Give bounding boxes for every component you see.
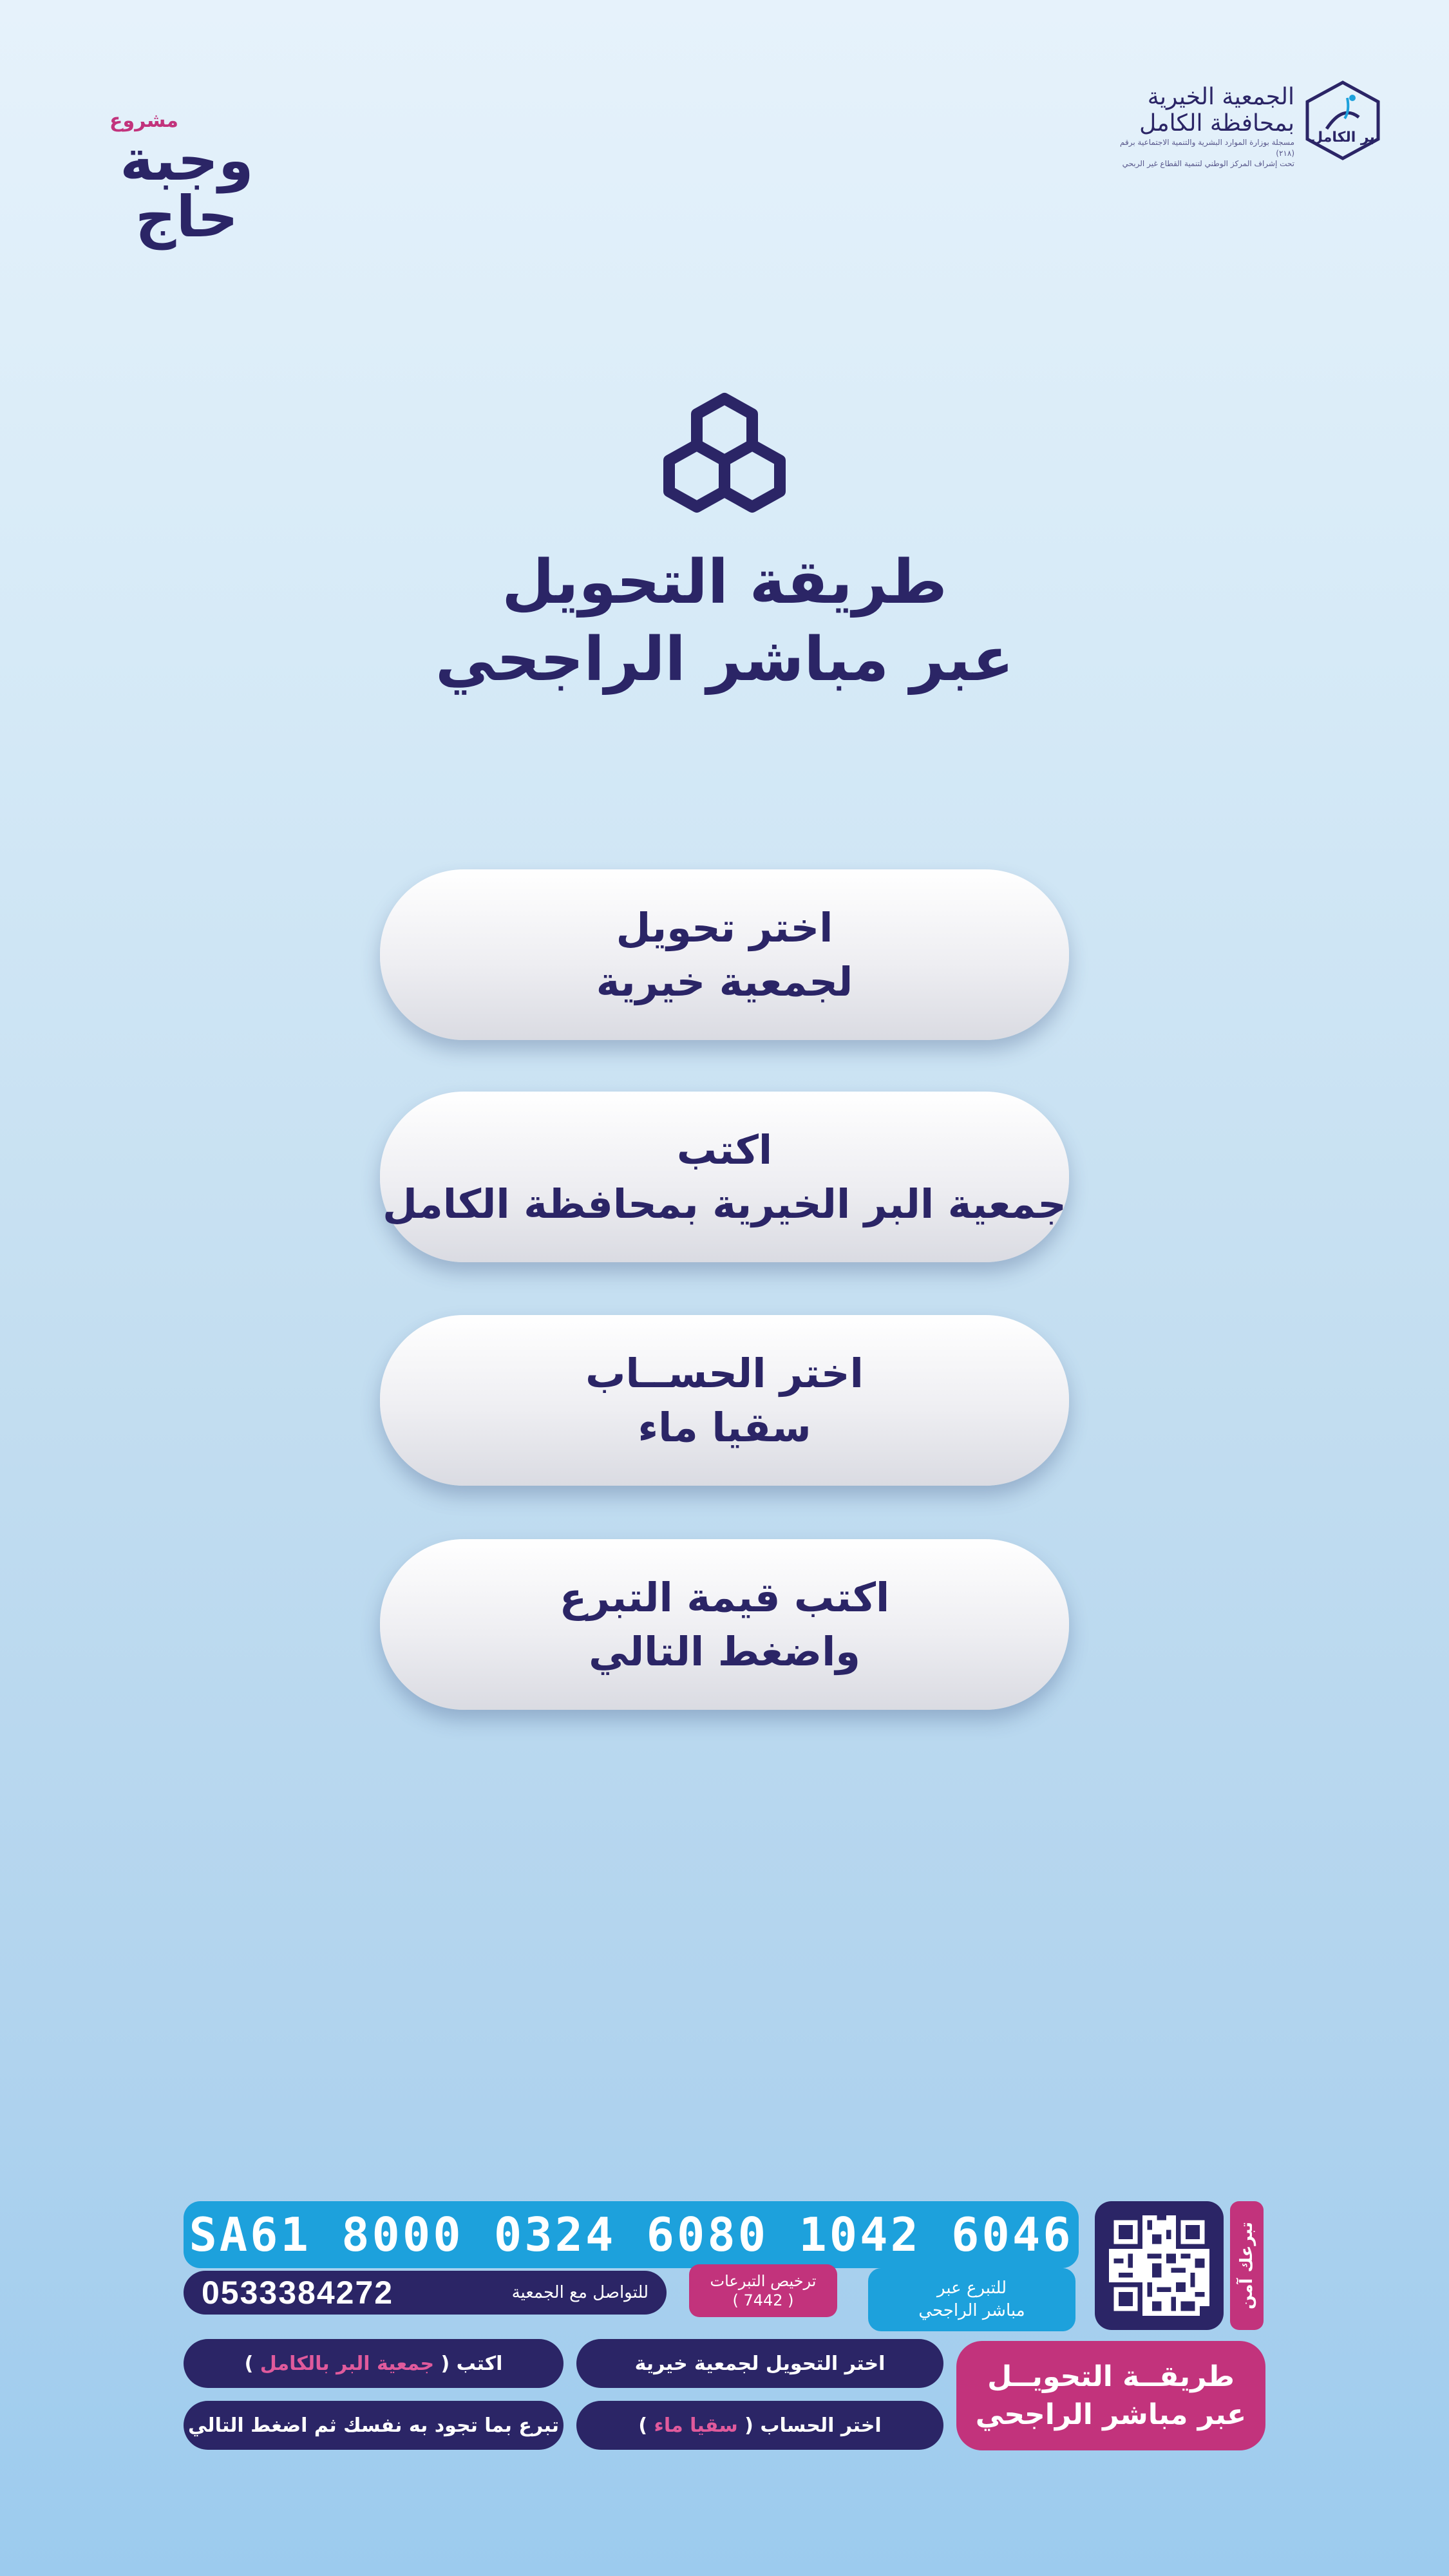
iban-number: SA61 8000 0324 6080 1042 6046 [189,2208,1074,2262]
step-1-line2: لجمعية خيرية [596,958,853,1005]
rajhi-line2: مباشر الراجحي [918,2301,1025,2320]
instruction-3-highlight: سقيا ماء [654,2414,738,2437]
license-label: ترخيص التبرعات [710,2272,817,2290]
instruction-4-text: تبرع بما تجود به نفسك ثم اضغط التالي [187,2414,560,2437]
instruction-2-suffix: ) [244,2352,254,2375]
step-2-line2: جمعية البر الخيرية بمحافظة الكامل [383,1180,1066,1227]
step-card-3 [380,1315,1069,1486]
step-card-4 [380,1539,1069,1710]
project-logo [71,109,303,250]
org-name-line2: بمحافظة الكامل [1139,110,1294,137]
org-supervision: تحت إشراف المركز الوطني لتنمية القطاع غير الربحي [1122,159,1294,169]
org-name-line1: الجمعية الخيرية [1147,84,1294,110]
instruction-pill-3 [576,2401,943,2450]
step-4-line2: واضغط التالي [589,1627,860,1675]
instruction-2-highlight: جمعية البر بالكامل [260,2352,435,2375]
title-line2: عبر مباشر الراجحي [435,625,1014,696]
contact-phone[interactable]: 0533384272 [202,2275,394,2311]
step-card-2 [380,1092,1069,1262]
project-logo-small: مشروع [109,109,178,132]
method-line1: طريقــة التحويــل [987,2360,1235,2393]
step-card-1 [380,869,1069,1040]
org-registration: مسجلة بوزارة الموارد البشرية والتنمية الاجتماعية برقم (٢١٨) [1120,137,1294,158]
project-logo-name: وجبة حاج [120,127,254,250]
donation-license-badge [689,2264,837,2317]
instruction-pill-1 [576,2339,943,2388]
step-4-line1: اكتب قيمة التبرع [559,1573,890,1621]
step-1-line1: اختر تحويل [616,904,833,951]
rajhi-line1: للتبرع عبر [936,2278,1007,2298]
instruction-pill-2 [184,2339,564,2388]
instruction-3-suffix: ) [638,2414,648,2437]
instruction-1-text: اختر التحويل لجمعية خيرية [634,2352,886,2375]
donation-qr-code[interactable] [1095,2201,1224,2330]
license-number: ( 7442 ) [732,2291,794,2309]
instruction-pill-4 [184,2401,564,2450]
org-mark-text: بر الكامل [1311,129,1375,146]
step-3-line2: سقيا ماء [638,1403,811,1451]
iban-bar [184,2201,1079,2268]
page-title [274,544,1175,699]
rajhi-donate-box [868,2268,1075,2331]
instruction-3-prefix: اختر الحساب ( [744,2414,882,2437]
org-logo [1114,71,1385,180]
method-line2: عبر مباشر الراجحي [975,2398,1247,2431]
instruction-2-prefix: اكتب ( [440,2352,503,2375]
step-2-line1: اكتب [676,1126,773,1173]
step-3-line1: اختر الحســاب [585,1349,864,1397]
qr-code-icon [1109,2215,1209,2316]
transfer-method-box [956,2341,1265,2450]
contact-label: للتواصل مع الجمعية [511,2283,649,2302]
contact-bar[interactable] [184,2271,667,2315]
safe-donation-text: تبرعك آمن [1237,2222,1256,2309]
org-mark-icon [1301,79,1385,162]
safe-donation-tag [1230,2201,1264,2330]
rajhi-bank-icon [650,390,799,525]
title-line1: طريقة التحويل [502,547,947,618]
